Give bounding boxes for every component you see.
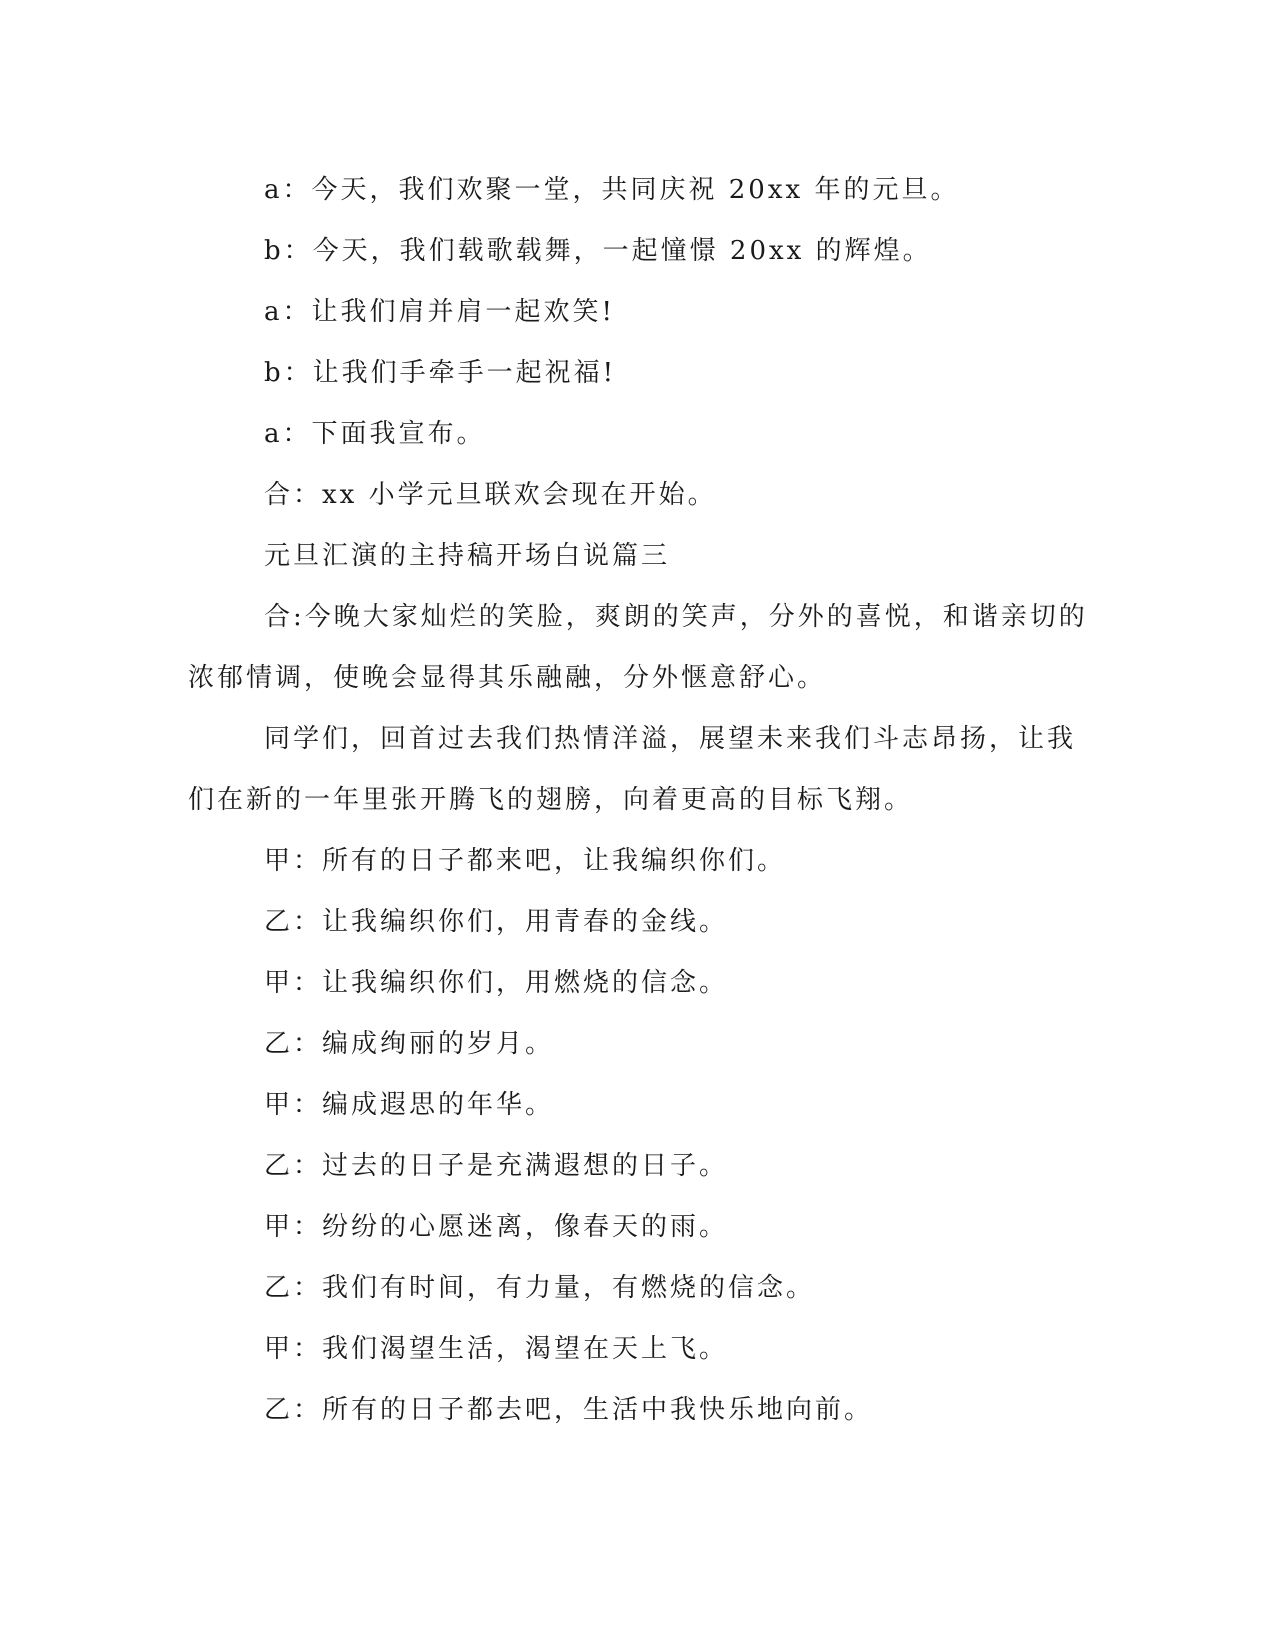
paragraph-line: 甲：我们渴望生活，渴望在天上飞。	[264, 1334, 729, 1364]
paragraph-line: 乙：我们有时间，有力量，有燃烧的信念。	[264, 1273, 816, 1303]
paragraph-line: b：今天，我们载歌载舞，一起憧憬 20xx 的辉煌。	[264, 236, 932, 266]
paragraph-line: 甲：编成遐思的年华。	[264, 1090, 555, 1120]
paragraph-line: 乙：编成绚丽的岁月。	[264, 1029, 555, 1059]
paragraph-line: 甲：让我编织你们，用燃烧的信念。	[264, 968, 729, 998]
paragraph-line: 甲：所有的日子都来吧，让我编织你们。	[264, 846, 787, 876]
paragraph-line: 甲：纷纷的心愿迷离，像春天的雨。	[264, 1212, 729, 1242]
paragraph: 同学们，回首过去我们热情洋溢，展望未来我们斗志昂扬，让我们在新的一年里张开腾飞的翅膀，向着更高的目标飞翔。	[188, 724, 1077, 815]
paragraph-line: a：下面我宣布。	[264, 419, 486, 449]
document-body	[188, 160, 1088, 1441]
paragraph: 合:今晚大家灿烂的笑脸，爽朗的笑声，分外的喜悦，和谐亲切的浓郁情调，使晚会显得其乐融融，分外惬意舒心。	[188, 602, 1088, 693]
paragraph-line: a：今天，我们欢聚一堂，共同庆祝 20xx 年的元旦。	[264, 175, 960, 205]
section-heading: 元旦汇演的主持稿开场白说篇三	[264, 541, 671, 571]
paragraph-line: a：让我们肩并肩一起欢笑!	[264, 297, 615, 327]
paragraph-line: 乙：过去的日子是充满遐想的日子。	[264, 1151, 729, 1181]
paragraph-line: 合：xx 小学元旦联欢会现在开始。	[264, 480, 717, 510]
paragraph-line: 乙：让我编织你们，用青春的金线。	[264, 907, 729, 937]
paragraph-line: b：让我们手牵手一起祝福!	[264, 358, 617, 388]
paragraph-line: 乙：所有的日子都去吧，生活中我快乐地向前。	[264, 1395, 874, 1425]
